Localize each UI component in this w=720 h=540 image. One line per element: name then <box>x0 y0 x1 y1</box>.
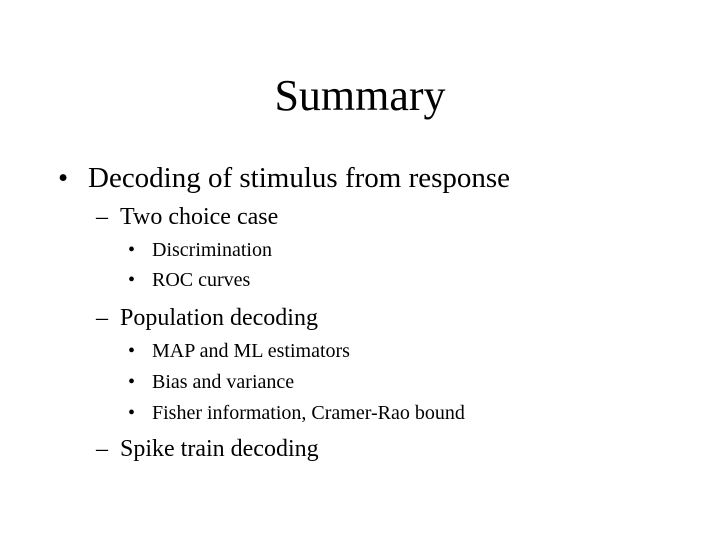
subsubitem-discrimination <box>128 238 272 262</box>
subsubitem-map-ml <box>128 339 350 363</box>
bullet-icon: • <box>128 371 136 393</box>
subitem-two-choice-case <box>96 202 278 232</box>
bullet-icon: • <box>128 340 136 362</box>
dash-icon: – <box>96 305 108 331</box>
subsubitem-text: Bias and variance <box>152 371 295 393</box>
subsubitem-text: Fisher information, Cramer-Rao bound <box>152 402 465 424</box>
subitem-text: Spike train decoding <box>120 436 319 462</box>
dash-icon: – <box>96 436 108 462</box>
bullet-icon: • <box>128 402 136 424</box>
slide-title-text: Summary <box>274 71 446 120</box>
subitem-text: Population decoding <box>120 305 318 331</box>
bullet-text: Decoding of stimulus from response <box>88 162 511 194</box>
subsubitem-bias-variance <box>128 370 294 394</box>
slide-title <box>0 68 720 124</box>
subsubitem-roc-curves <box>128 268 250 292</box>
bullet-icon: • <box>128 239 136 261</box>
subitem-spike-train-decoding <box>96 434 319 464</box>
bullet-icon: • <box>58 162 69 194</box>
subsubitem-text: MAP and ML estimators <box>152 340 350 362</box>
subitem-population-decoding <box>96 303 318 333</box>
subitem-text: Two choice case <box>120 204 279 230</box>
subsubitem-text: ROC curves <box>152 269 251 291</box>
dash-icon: – <box>96 204 108 230</box>
subsubitem-fisher-information <box>128 401 465 425</box>
subsubitem-text: Discrimination <box>152 239 272 261</box>
bullet-item-decoding <box>58 161 510 195</box>
bullet-icon: • <box>128 269 136 291</box>
